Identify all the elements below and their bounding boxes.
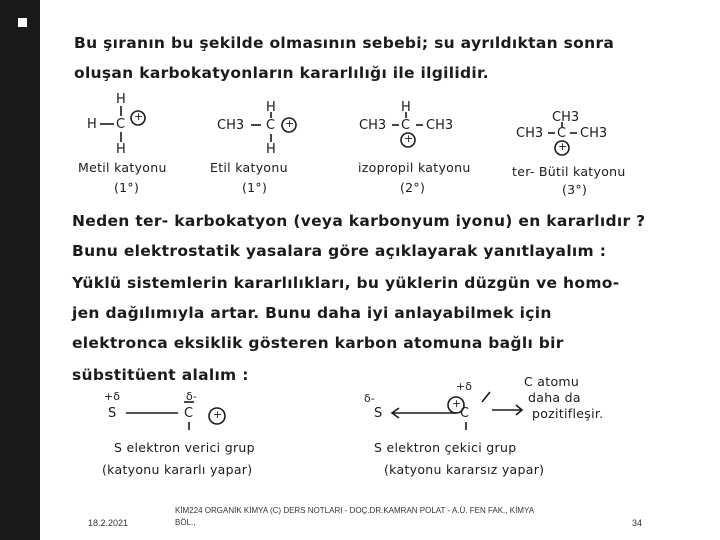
right-note-line: C atomu — [524, 374, 580, 389]
cation-name: Etil katyonu — [210, 160, 288, 175]
para-line: jen dağılımıyla artar. Bunu daha iyi anlayabilmek için — [72, 304, 552, 322]
footer-text: KİM224 ORGANİK KİMYA (C) DERS NOTLARI - DOÇ.DR.KAMRAN POLAT - A.Ü. FEN FAK., KİMYA BÖL., — [175, 506, 534, 527]
right-caption-line: S elektron çekici grup — [374, 440, 517, 455]
partial-negative: δ- — [186, 390, 197, 403]
cation-degree: (1°) — [114, 180, 140, 195]
atom-h: H — [266, 142, 276, 157]
plus-charge: + — [213, 408, 223, 421]
para-line: Yüklü sistemlerin kararlılıkları, bu yüklerin düzgün ve homo- — [72, 274, 620, 292]
left-caption-line: S elektron verici grup — [114, 440, 255, 455]
right-note-line: daha da — [528, 390, 581, 405]
right-note-line: pozitifleşir. — [532, 406, 604, 421]
plus-charge: + — [404, 132, 414, 145]
partial-positive: +δ — [104, 390, 120, 403]
atom-c: C — [401, 118, 411, 133]
page-number: 34 — [632, 518, 643, 528]
slide-marker — [18, 18, 27, 27]
cation-degree: (1°) — [242, 180, 268, 195]
para-line: Bunu elektrostatik yasalara göre açıklayarak yanıtlayalım : — [72, 242, 607, 260]
partial-negative: δ- — [364, 392, 375, 405]
structure-drawing — [62, 30, 654, 490]
partial-positive: +δ — [456, 380, 472, 393]
atom-c: C — [460, 406, 470, 421]
cation-name: izopropil katyonu — [358, 160, 471, 175]
atom-c: C — [116, 117, 126, 132]
plus-charge: + — [134, 110, 144, 123]
atom-s: S — [374, 406, 383, 421]
para-line: sübstitüent alalım : — [72, 366, 249, 384]
cation-name: Metil katyonu — [78, 160, 167, 175]
para-line: Neden ter- karbokatyon (veya karbonyum iyonu) en kararlıdır ? — [72, 212, 646, 230]
footer-date: 18.2.2021 — [88, 518, 129, 528]
atom-c: C — [266, 118, 276, 133]
plus-charge: + — [452, 397, 462, 410]
cation-name: ter- Bütil katyonu — [512, 164, 626, 179]
atom-ch3: CH3 — [516, 126, 544, 141]
atom-h: H — [87, 117, 97, 132]
atom-h: H — [266, 100, 276, 115]
handwritten-note-sheet — [62, 30, 654, 490]
atom-ch3: CH3 — [580, 126, 608, 141]
left-caption-line: (katyonu kararlı yapar) — [102, 462, 253, 477]
atom-h: H — [116, 142, 126, 157]
atom-ch3: CH3 — [217, 118, 245, 133]
atom-ch3: CH3 — [426, 118, 454, 133]
atom-c: C — [557, 126, 567, 141]
atom-c: C — [184, 406, 194, 421]
right-caption-line: (katyonu kararsız yapar) — [384, 462, 545, 477]
plus-charge: + — [285, 117, 295, 130]
atom-ch3: CH3 — [359, 118, 387, 133]
atom-s: S — [108, 406, 117, 421]
intro-line-1: Bu şıranın bu şekilde olmasının sebebi; su ayrıldıktan sonra — [74, 34, 615, 52]
side-bar — [0, 0, 40, 540]
atom-h: H — [116, 92, 126, 107]
plus-charge: + — [558, 140, 568, 153]
atom-h: H — [401, 100, 411, 115]
intro-line-2: oluşan karbokatyonların kararlılığı ile ilgilidir. — [74, 64, 489, 82]
cation-degree: (2°) — [400, 180, 426, 195]
cation-degree: (3°) — [562, 182, 588, 197]
para-line: elektronca eksiklik gösteren karbon atomuna bağlı bir — [72, 334, 564, 352]
atom-ch3: CH3 — [552, 110, 580, 125]
